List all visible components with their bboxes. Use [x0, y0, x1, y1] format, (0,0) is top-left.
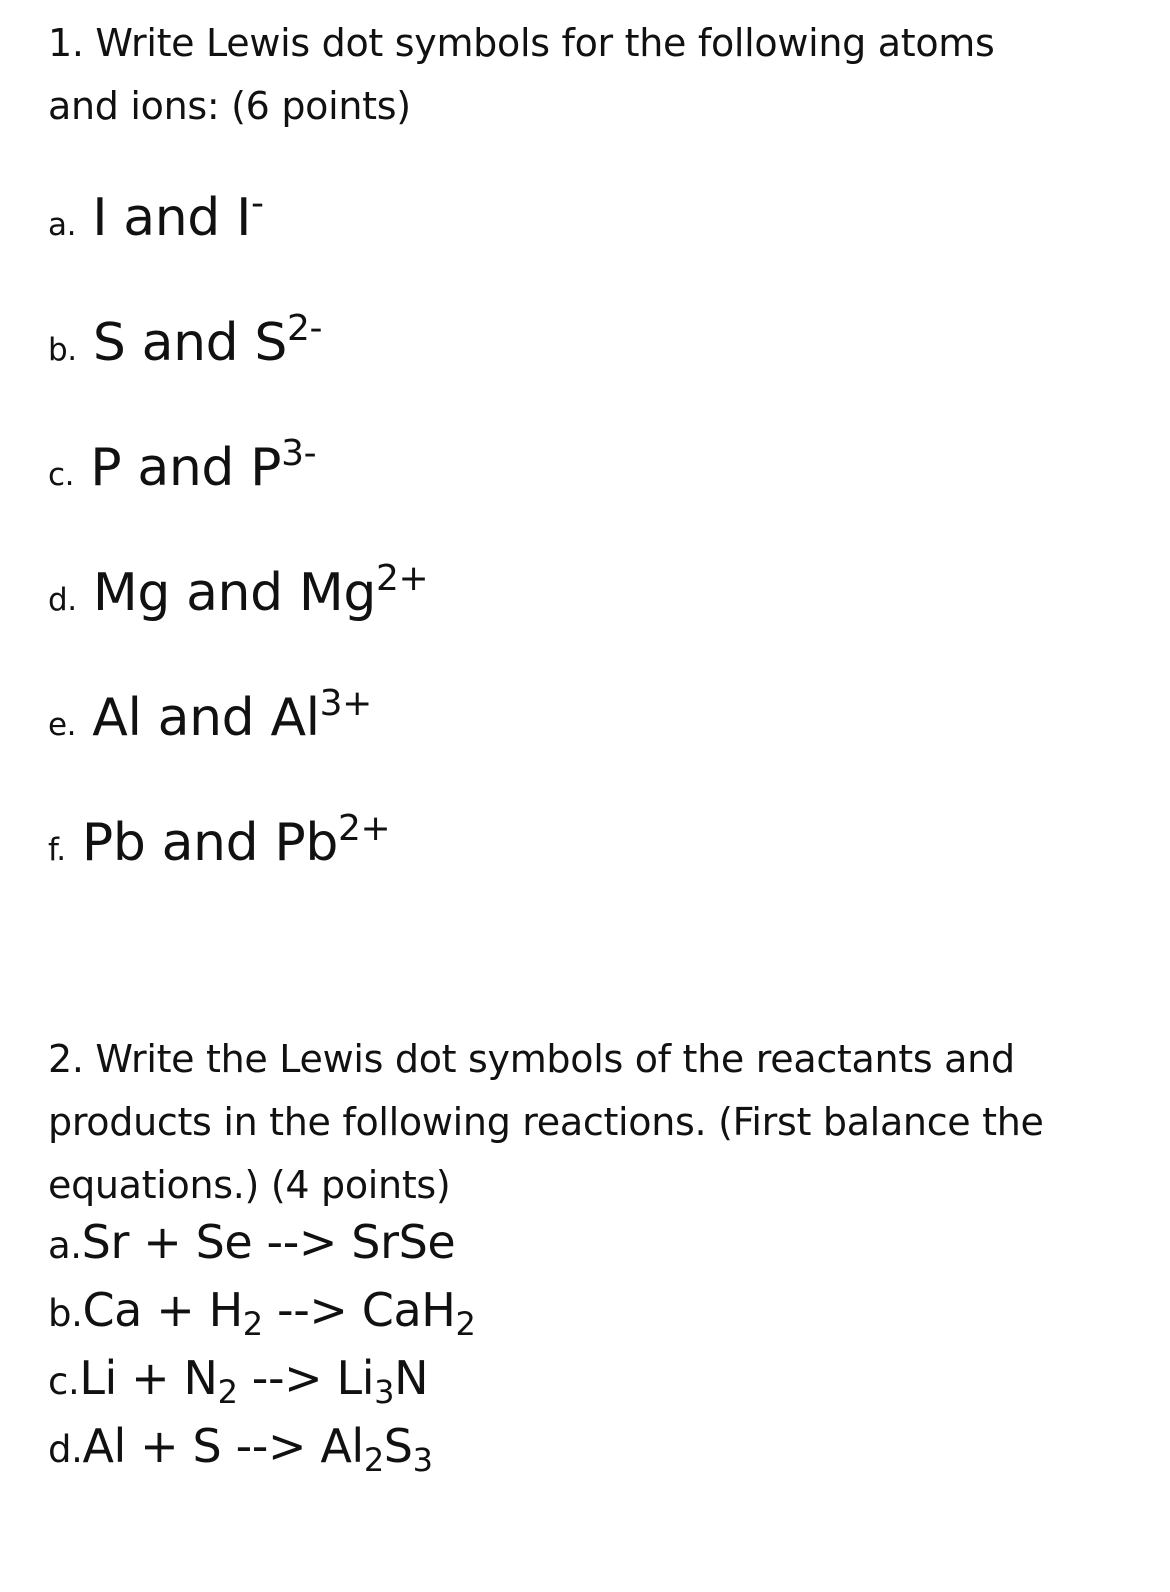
- ion-charge: 3-: [281, 433, 317, 475]
- ion-symbol: Pb: [274, 813, 338, 873]
- atom-symbol: P: [90, 438, 122, 498]
- product-subscript-1: 2: [363, 1440, 384, 1479]
- ion-charge: 2-: [287, 308, 323, 350]
- reaction-label: c.: [48, 1360, 80, 1403]
- question-1-part-e: [48, 683, 372, 748]
- question-1-part-b: [48, 308, 323, 373]
- ion-charge: 2+: [337, 808, 391, 850]
- reaction-arrow: -->: [235, 1419, 307, 1473]
- atom-symbol: Al: [92, 688, 142, 748]
- question-1-heading: 1. Write Lewis dot symbols for the following atoms and ions: (6 points): [48, 21, 995, 128]
- reactant-2: Se: [195, 1215, 253, 1269]
- reactant-2: S: [192, 1419, 222, 1473]
- reactant-2: H: [208, 1283, 243, 1337]
- connector-word: and: [141, 313, 239, 373]
- reactant-1: Ca: [82, 1283, 142, 1337]
- connector-word: and: [123, 188, 220, 248]
- atom-symbol: Mg: [92, 563, 170, 623]
- ion-symbol: S: [254, 313, 288, 373]
- atom-symbol: S: [92, 313, 126, 373]
- reactant-2-subscript: 2: [242, 1304, 263, 1343]
- ion-charge: -: [251, 183, 264, 225]
- ion-symbol: Al: [270, 688, 320, 748]
- question-1-part-f: [48, 808, 391, 873]
- connector-word: and: [161, 813, 259, 873]
- plus-sign: +: [143, 1215, 182, 1269]
- reactant-2: N: [183, 1351, 218, 1405]
- product-subscript: 3: [374, 1372, 395, 1411]
- ion-charge: 2+: [375, 558, 429, 600]
- part-label: e.: [48, 707, 77, 743]
- reaction-label: a.: [48, 1224, 82, 1267]
- plus-sign: +: [140, 1419, 179, 1473]
- plus-sign: +: [131, 1351, 170, 1405]
- plus-sign: +: [156, 1283, 195, 1337]
- part-label: f.: [48, 832, 66, 868]
- connector-word: and: [157, 688, 255, 748]
- product-part-1: Li: [336, 1351, 375, 1405]
- question-1-part-a: [48, 183, 264, 248]
- part-label: c.: [48, 457, 75, 493]
- product-part-2: N: [394, 1351, 429, 1405]
- ion-charge: 3+: [319, 683, 372, 725]
- part-label: a.: [48, 207, 77, 243]
- ion-symbol: I: [236, 188, 251, 248]
- reaction-b: [48, 1283, 476, 1343]
- reaction-arrow: -->: [251, 1351, 323, 1405]
- product-part-1: Al: [320, 1419, 364, 1473]
- connector-word: and: [137, 438, 234, 498]
- product-part-2: S: [383, 1419, 413, 1473]
- question-1-part-c: [48, 433, 317, 498]
- product-subscript: 2: [455, 1304, 476, 1343]
- question-2-heading: 2. Write the Lewis dot symbols of the reactants and products in the following reactions. (First balance the equations.) (4 points): [48, 1037, 1044, 1207]
- reaction-a: [48, 1215, 455, 1269]
- question-1-part-d: [48, 558, 429, 623]
- part-label: b.: [48, 332, 77, 368]
- atom-symbol: Pb: [81, 813, 146, 873]
- part-label: d.: [48, 582, 77, 618]
- reaction-arrow: -->: [266, 1215, 338, 1269]
- reaction-label: b.: [48, 1292, 83, 1335]
- product-subscript-2: 3: [412, 1440, 433, 1479]
- reactant-1: Sr: [81, 1215, 129, 1269]
- product: SrSe: [351, 1215, 456, 1269]
- reactant-2-subscript: 2: [217, 1372, 238, 1411]
- ion-symbol: Mg: [298, 563, 376, 623]
- reaction-arrow: -->: [277, 1283, 348, 1337]
- product: CaH: [361, 1283, 456, 1337]
- atom-symbol: I: [92, 188, 108, 248]
- reaction-c: [48, 1351, 429, 1411]
- connector-word: and: [186, 563, 283, 623]
- reactant-1: Al: [82, 1419, 126, 1473]
- ion-symbol: P: [250, 438, 282, 498]
- reactant-1: Li: [79, 1351, 117, 1405]
- reaction-label: d.: [48, 1428, 83, 1471]
- reaction-d: [48, 1419, 433, 1479]
